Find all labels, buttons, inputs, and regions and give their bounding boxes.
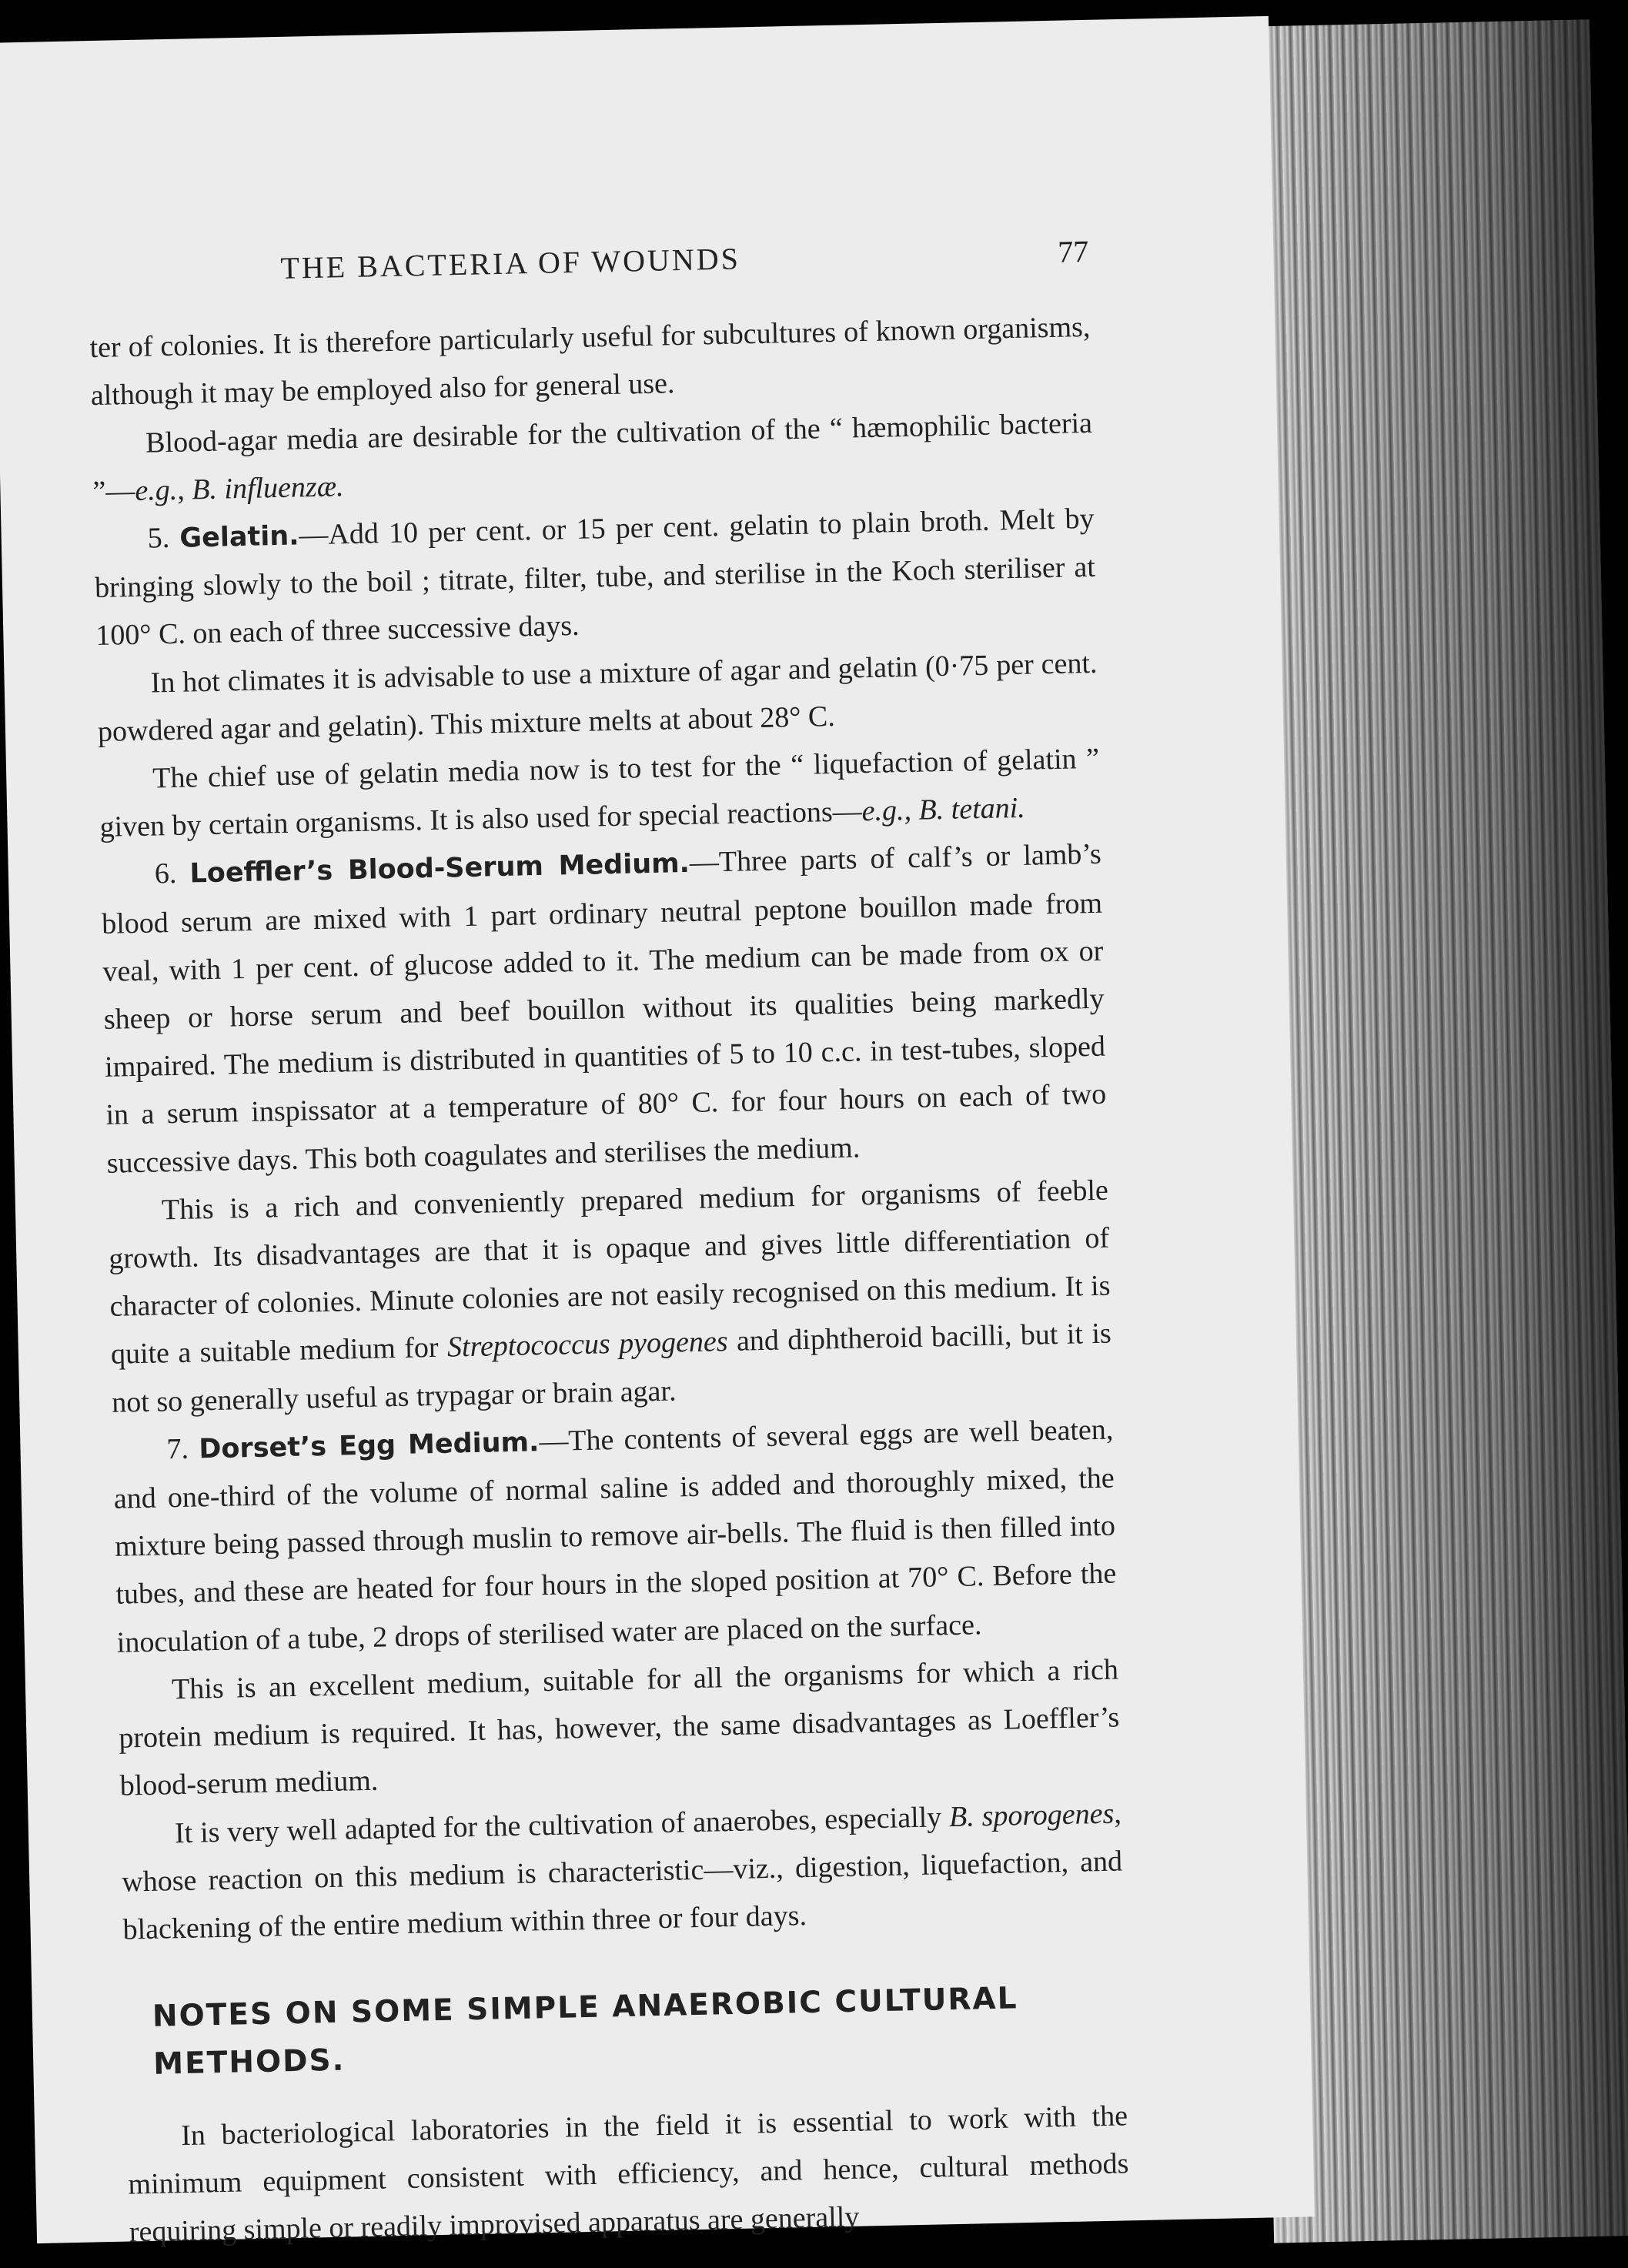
- page-body: [88, 228, 1130, 2256]
- final-paragraph: [127, 2092, 1131, 2256]
- text-segment: —Add 10 per cent. or 15 per cent. gelatin to plain broth. Melt by bringing slowly to the boil ; titrate, filter, tube, and sterilise in the Koch steriliser at 100° C. on each of three successive days.: [94, 502, 1096, 653]
- text-segment: 7.: [166, 1432, 199, 1466]
- text-segment: Gelatin.: [179, 520, 299, 554]
- text-segment: Loeffler’s Blood-Serum Medium.: [189, 848, 690, 890]
- text-segment: In bacteriological laboratories in the field it is essential to work with the minimum equipment consistent with efficiency, and hence, cultural methods requiring simple or readily improvised apparatus are generally: [128, 2099, 1129, 2249]
- page-number: 77: [1057, 233, 1089, 269]
- section-heading: NOTES ON SOME SIMPLE ANAEROBIC CULTURAL METHODS.: [152, 1981, 1018, 2083]
- text-segment: B. sporogenes: [948, 1797, 1115, 1833]
- text-segment: This is a rich and conveniently prepared medium for organisms of feeble growth. Its disadvantages are that it is opaque and gives little differentiation of character of colonies. Minute colonies are not easily recognised on this medium. It is quite a suitable medium for: [108, 1174, 1111, 1371]
- text-segment: 6.: [154, 857, 190, 890]
- paragraph-p8: [112, 1405, 1118, 1666]
- text-segment: , whose reaction on this medium is characteristic—viz., digestion, liquefaction, and blackening of the entire medium within three or four days.: [121, 1796, 1123, 1946]
- header-title: THE BACTERIA OF WOUNDS: [279, 241, 741, 286]
- paragraph-p3: [93, 495, 1097, 660]
- paragraphs: [89, 303, 1124, 1954]
- text-segment: e.g., B. influenzæ.: [134, 470, 344, 507]
- text-segment: e.g., B. tetani.: [861, 792, 1026, 828]
- running-header: [88, 228, 1089, 296]
- paragraph-p7: [107, 1166, 1112, 1426]
- paragraph-p9: [117, 1645, 1121, 1810]
- paragraph-p11: [127, 2092, 1131, 2256]
- paragraph-p6: [100, 830, 1108, 1187]
- text-segment: Blood-agar media are desirable for the cultivation of the “ hæmophilic bacteria ”—: [92, 406, 1093, 508]
- text-segment: In hot climates it is advisable to use a mixture of agar and gelatin (0·75 per cent. powdered agar and gelatin). This mixture melts at about 28° C.: [97, 646, 1098, 748]
- text-segment: The chief use of gelatin media now is to test for the “ liquefaction of gelatin ” given by certain organisms. It is also used for special reactions—: [99, 742, 1100, 844]
- text-segment: —Three parts of calf’s or lamb’s blood serum are mixed with 1 part ordinary neutral peptone bouillon made from veal, with 1 per cent. of glucose added to it. The medium can be made from ox or sheep or horse serum and beef bouillon without its qualities being markedly impaired. The medium is distributed in quantities of 5 to 10 c.c. in test-tubes, sloped in a serum inspissator at a temperature of 80° C. for four hours on each of two successive days. This both coagulates and sterilises the medium.: [101, 838, 1107, 1180]
- text-segment: Dorset’s Egg Medium.: [198, 1427, 540, 1465]
- text-segment: and diphtheroid bacilli, but it is not so generally useful as trypagar or brain agar.: [111, 1318, 1112, 1419]
- paragraph-p10: [120, 1789, 1124, 1954]
- text-segment: ter of colonies. It is therefore particularly useful for subcultures of known organisms, although it may be employed also for general use.: [89, 311, 1091, 413]
- book-page: [0, 16, 1315, 2249]
- text-segment: This is an excellent medium, suitable for all the organisms for which a rich protein medium is required. It has, however, the same disadvantages as Loeffler’s blood-serum medium.: [118, 1653, 1120, 1802]
- text-segment: It is very well adapted for the cultivation of anaerobes, especially: [174, 1800, 950, 1849]
- text-segment: 5.: [147, 521, 180, 555]
- text-segment: —The contents of several eggs are well beaten, and one-third of the volume of normal saline is added and thoroughly mixed, the mixture being passed through muslin to remove air-bells. The fluid is then filled into tubes, and these are heated for four hours in the sloped position at 70° C. Before the inoculation of a tube, 2 drops of sterilised water are placed on the surface.: [113, 1413, 1117, 1659]
- text-segment: Streptococcus pyogenes: [446, 1325, 728, 1364]
